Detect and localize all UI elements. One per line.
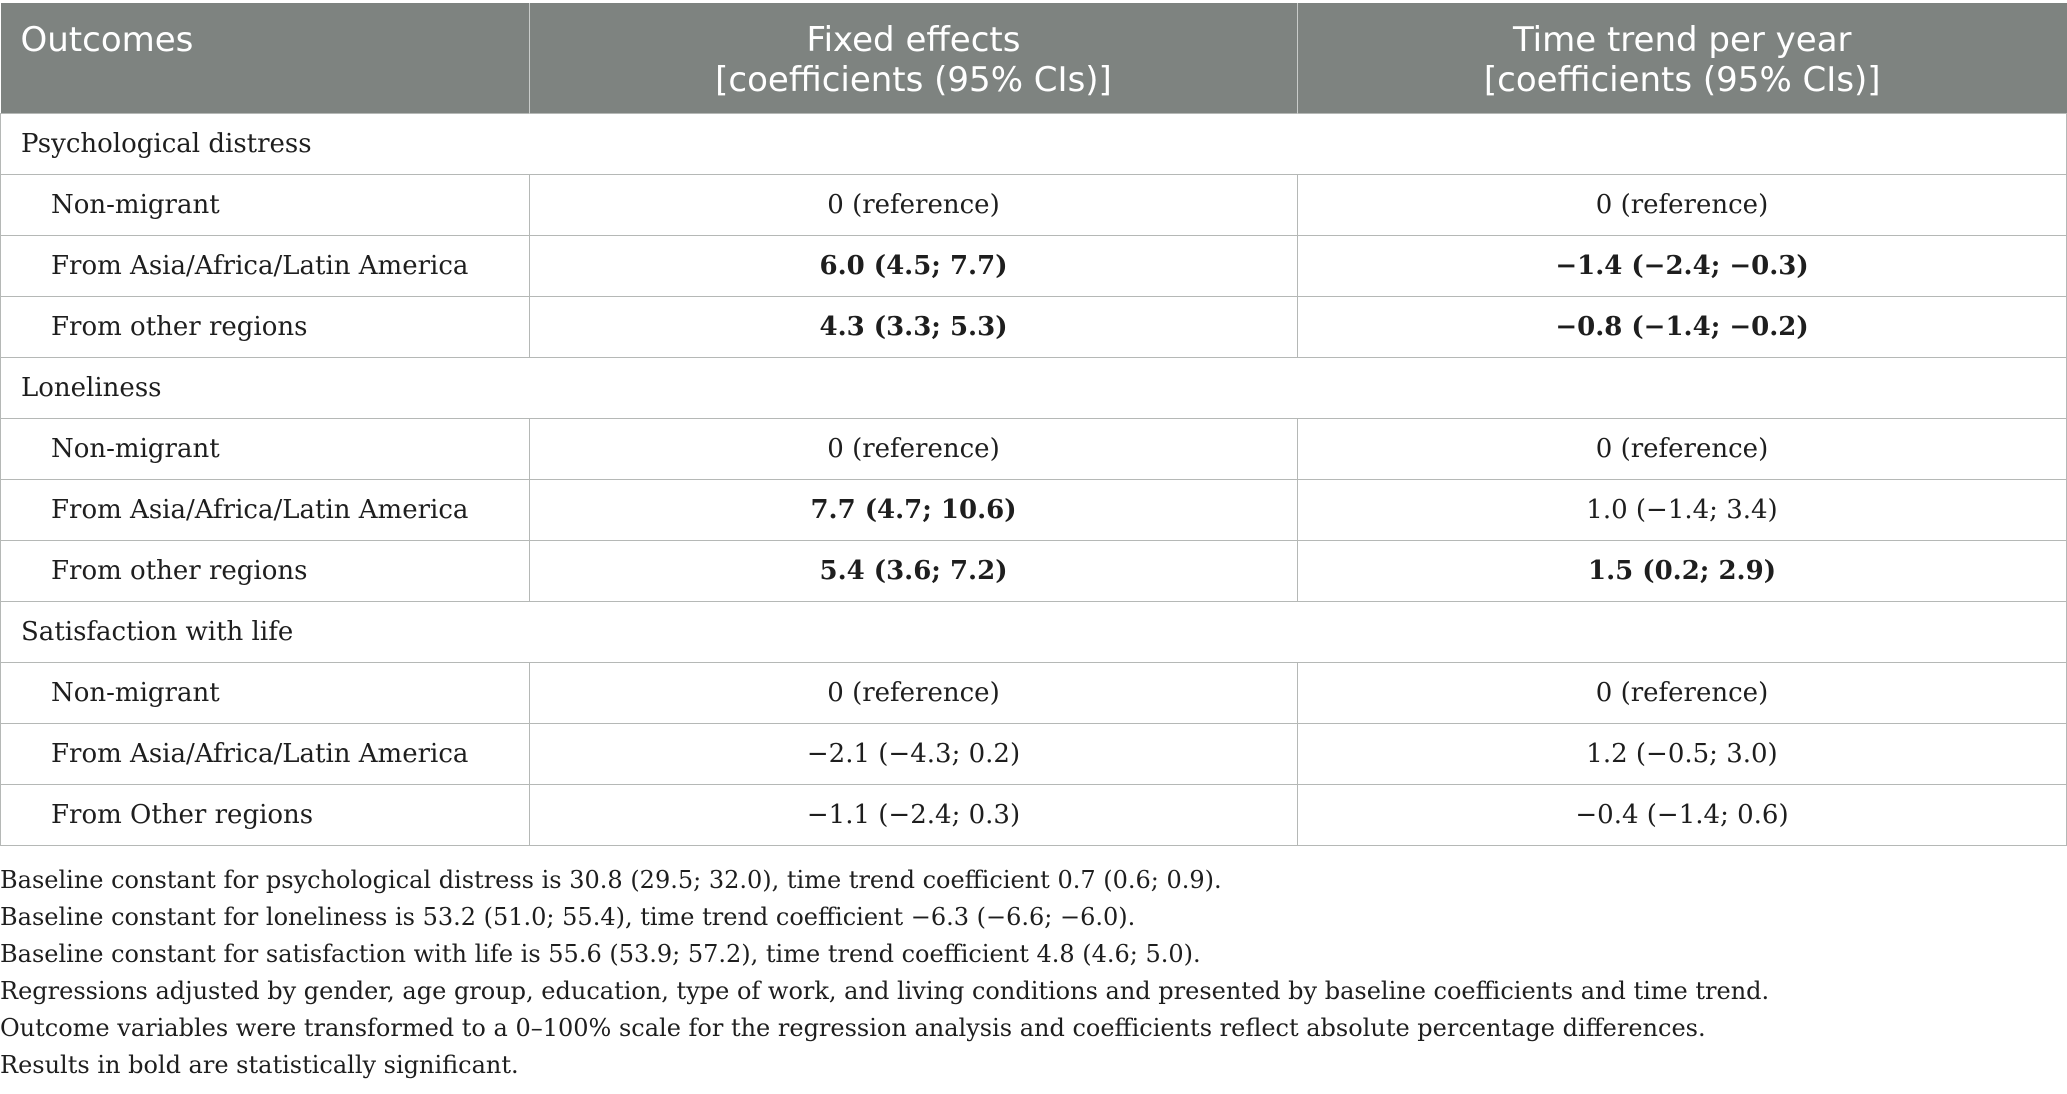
row-label: From other regions (1, 297, 530, 358)
footnote: Baseline constant for psychological distress is 30.8 (29.5; 32.0), time trend coefficient 0.7 (0.6; 0.9). (0, 866, 1222, 894)
footnote: Results in bold are statistically significant. (0, 1051, 519, 1079)
table-row (1, 419, 2067, 480)
header-fixed-effects (530, 3, 1298, 114)
header-time-trend-subtitle: [coefficients (95% CIs)] (1483, 60, 1881, 100)
header-fixed-effects-title: Fixed effects (806, 20, 1021, 60)
table-row (1, 541, 2067, 602)
table-row (1, 175, 2067, 236)
time-trend-value: 1.5 (0.2; 2.9) (1298, 541, 2067, 602)
fixed-effect-value: 5.4 (3.6; 7.2) (530, 541, 1298, 602)
time-trend-value: 1.2 (−0.5; 3.0) (1298, 724, 2067, 785)
table-row (1, 724, 2067, 785)
fixed-effect-value: −2.1 (−4.3; 0.2) (530, 724, 1298, 785)
fixed-effect-value: 0 (reference) (530, 663, 1298, 724)
section-row (1, 358, 2067, 419)
row-label: Non-migrant (1, 419, 530, 480)
fixed-effect-value: 7.7 (4.7; 10.6) (530, 480, 1298, 541)
section-row (1, 114, 2067, 175)
section-title: Psychological distress (1, 114, 2067, 175)
table-row (1, 297, 2067, 358)
fixed-effect-value: 6.0 (4.5; 7.7) (530, 236, 1298, 297)
table-header-row (1, 3, 2067, 114)
fixed-effect-value: 0 (reference) (530, 419, 1298, 480)
table-body (1, 114, 2067, 846)
time-trend-value: −0.8 (−1.4; −0.2) (1298, 297, 2067, 358)
table-row (1, 236, 2067, 297)
header-outcomes-label: Outcomes (20, 20, 194, 60)
table-row (1, 785, 2067, 846)
time-trend-value: 0 (reference) (1298, 663, 2067, 724)
section-title: Loneliness (1, 358, 2067, 419)
results-table-container (0, 3, 2067, 846)
footnote: Regressions adjusted by gender, age group, education, type of work, and living conditions and presented by baseline coefficients and time trend. (0, 977, 1770, 1005)
time-trend-value: −1.4 (−2.4; −0.3) (1298, 236, 2067, 297)
fixed-effect-value: 0 (reference) (530, 175, 1298, 236)
time-trend-value: 0 (reference) (1298, 419, 2067, 480)
table-row (1, 663, 2067, 724)
row-label: From other regions (1, 541, 530, 602)
row-label: From Other regions (1, 785, 530, 846)
footnote: Baseline constant for satisfaction with life is 55.6 (53.9; 57.2), time trend coefficient 4.8 (4.6; 5.0). (0, 940, 1201, 968)
row-label: From Asia/Africa/Latin America (1, 724, 530, 785)
time-trend-value: 0 (reference) (1298, 175, 2067, 236)
table-footnotes (0, 862, 2067, 1084)
header-outcomes (1, 3, 530, 114)
section-row (1, 602, 2067, 663)
header-fixed-effects-subtitle: [coefficients (95% CIs)] (715, 60, 1112, 100)
time-trend-value: 1.0 (−1.4; 3.4) (1298, 480, 2067, 541)
footnote: Baseline constant for loneliness is 53.2 (51.0; 55.4), time trend coefficient −6.3 (−6.6; −6.0). (0, 903, 1136, 931)
row-label: From Asia/Africa/Latin America (1, 480, 530, 541)
fixed-effect-value: −1.1 (−2.4; 0.3) (530, 785, 1298, 846)
row-label: From Asia/Africa/Latin America (1, 236, 530, 297)
results-table (0, 3, 2067, 846)
header-time-trend-title: Time trend per year (1512, 20, 1852, 60)
time-trend-value: −0.4 (−1.4; 0.6) (1298, 785, 2067, 846)
footnote: Outcome variables were transformed to a 0–100% scale for the regression analysis and coefficients reflect absolute percentage differences. (0, 1014, 1706, 1042)
row-label: Non-migrant (1, 175, 530, 236)
section-title: Satisfaction with life (1, 602, 2067, 663)
header-time-trend (1298, 3, 2067, 114)
table-row (1, 480, 2067, 541)
fixed-effect-value: 4.3 (3.3; 5.3) (530, 297, 1298, 358)
row-label: Non-migrant (1, 663, 530, 724)
